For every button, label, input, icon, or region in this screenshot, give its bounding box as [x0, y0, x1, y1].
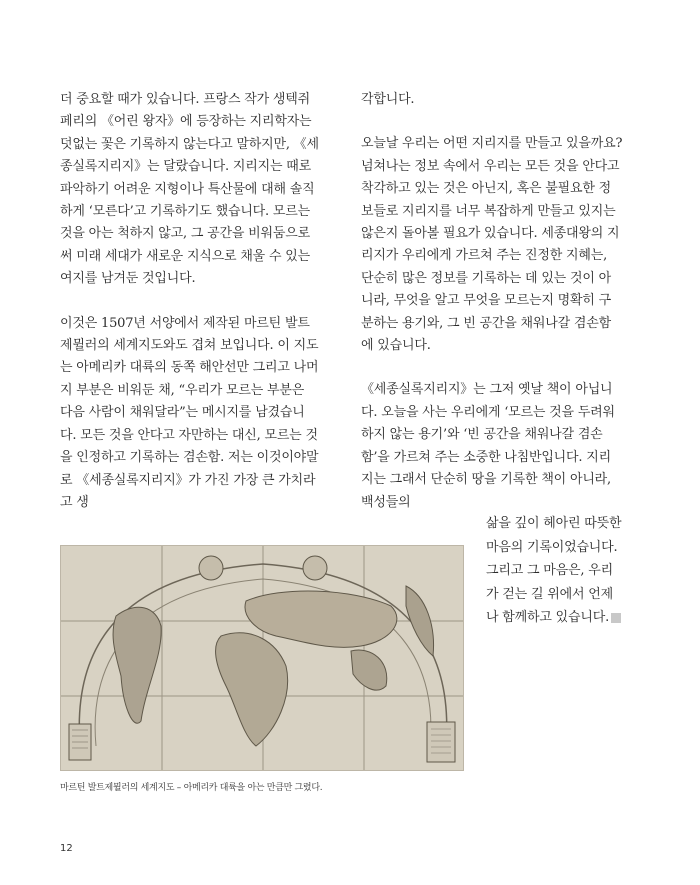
end-mark-icon [611, 613, 621, 623]
world-map-image [60, 545, 464, 771]
left-text-column [60, 89, 320, 514]
world-map-illustration [61, 546, 464, 771]
body-paragraph-end: 삶을 깊이 헤아린 따뜻한 마음의 기록이었습니다. 그리고 그 마음은, 우리가 걷는 길 위에서 언제나 함께하고 있습니다. [486, 516, 622, 626]
right-text-narrow [486, 512, 623, 630]
figure-caption: 마르틴 발트제뮐러의 세계지도 – 아메리카 대륙을 아는 만큼만 그렸다. [60, 783, 323, 793]
body-paragraph: 더 중요할 때가 있습니다. 프랑스 작가 생텍쥐페리의 《어린 왕자》에 등장하는 지리학자는 덧없는 꽃은 기록하지 않는다고 말하지만, 《세종실록지리지》는 달랐습니다. 지리지는 때로 파악하기 어려운 지형이나 특산물에 대해 솔직하게 ‘모른다’고 기록하기도 했습니다. 모르는 것을 아는 척하지 않고, 그 공간을 비워둠으로써 미래 세대가 새로운 지식으로 채울 수 있는 여지를 남겨둔 것입니다. [60, 92, 319, 287]
body-paragraph: 오늘날 우리는 어떤 지리지를 만들고 있을까요? 넘쳐나는 정보 속에서 우리는 모든 것을 안다고 착각하고 있는 것은 아닌지, 혹은 불필요한 정보들로 지리지를 너무 복잡하게 만들고 있지는 않은지 돌아볼 필요가 있습니다. 세종대왕의 지리지가 우리에게 가르쳐 주는 진정한 지혜는, 단순히 많은 정보를 기록하는 데 있는 것이 아니라, 무엇을 알고 무엇을 모르는지 명확히 구분하는 용기와, 그 빈 공간을 채워나갈 겸손함에 있습니다. [361, 136, 623, 354]
body-paragraph: 《세종실록지리지》는 그저 옛날 책이 아닙니다. 오늘을 사는 우리에게 ‘모르는 것을 두려워하지 않는 용기’와 ‘빈 공간을 채워나갈 겸손함’을 가르쳐 주는 소중한 나침반입니다. 지리지는 그래서 단순히 땅을 기록한 책이 아니라, 백성들의 [361, 382, 615, 510]
body-paragraph: 이것은 1507년 서양에서 제작된 마르틴 발트제뮐러의 세계지도와도 겹쳐 보입니다. 이 지도는 아메리카 대륙의 동쪽 해안선만 그리고 나머지 부분은 비워둔 채, “우리가 모르는 부분은 다음 사람이 채워달라”는 메시지를 남겼습니다. 모든 것을 안다고 자만하는 대신, 모르는 것을 인정하고 기록하는 겸손함. 저는 이것이야말로 《세종실록지리지》가 가진 가장 큰 가치라고 생 [60, 315, 319, 510]
body-paragraph: 각합니다. [361, 92, 415, 107]
page-number: 12 [60, 843, 73, 854]
right-text-column [361, 89, 623, 514]
